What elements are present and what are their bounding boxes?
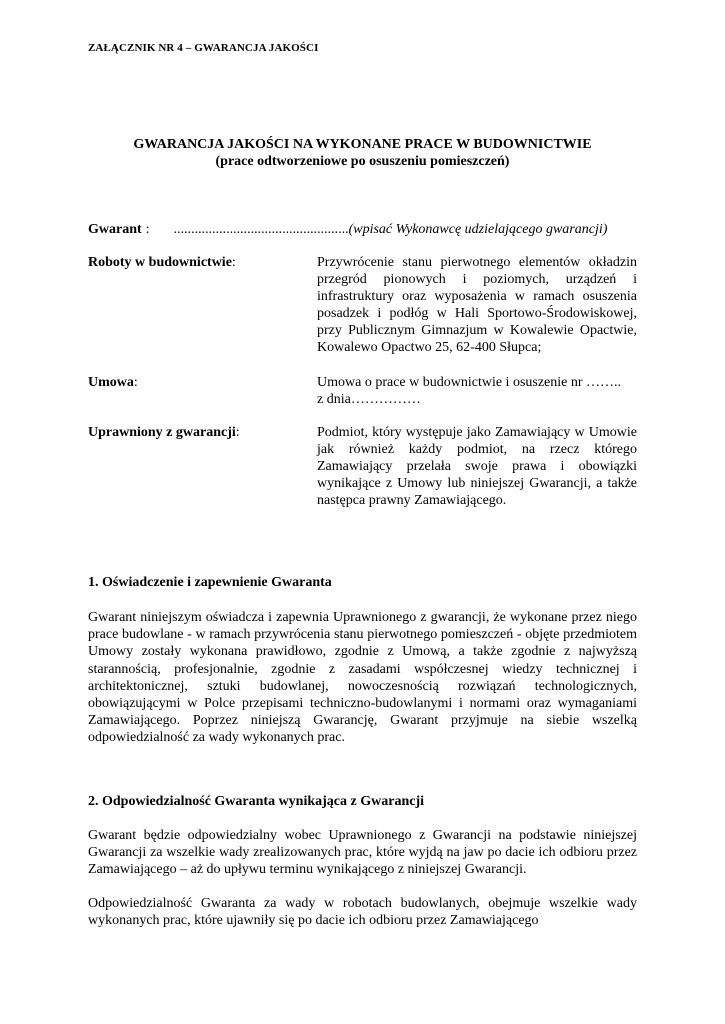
document-header: ZAŁĄCZNIK NR 4 – GWARANCJA JAKOŚCI (88, 42, 319, 54)
umowa-value-line1: Umowa o prace w budownictwie i osuszenie nr …….. (317, 375, 622, 390)
gwarant-note: (wpisać Wykonawcę udzielającego gwarancji) (348, 222, 608, 237)
uprawniony-colon: : (235, 425, 240, 440)
document-subtitle: (prace odtworzeniowe po osuszeniu pomieszczeń) (215, 154, 510, 169)
section2-paragraph-1: Gwarant będzie odpowiedzialny wobec Uprawnionego z Gwarancji na podstawie niniejszej Gwarancji za wszelkie wady zrealizowanych prac, które wyjdą na jaw po dacie ich odbioru przez Zamawiającego – aż do upływu terminu wynikającego z niniejszej Gwarancji. (88, 828, 637, 878)
roboty-label: Roboty w budownictwie (88, 255, 232, 270)
umowa-value (317, 374, 637, 408)
uprawniony-label: Uprawniony z gwarancji (88, 425, 236, 440)
umowa-colon: : (133, 375, 138, 390)
umowa-label-wrap (88, 374, 138, 391)
section2-title: 2. Odpowiedzialność Gwaranta wynikająca z Gwarancji (88, 794, 424, 809)
uprawniony-value: Podmiot, który występuje jako Zamawiający w Umowie jak również każdy podmiot, na rzecz którego Zamawiający przelała swoje prawa i obowiązki wynikające z Umowy lub niniejszej Gwarancji, a także następca prawny Zamawiającego. (317, 425, 637, 508)
roboty-label-wrap (88, 254, 236, 271)
section2-paragraph-2: Odpowiedzialność Gwaranta za wady w robotach budowlanych, obejmuje wszelkie wady wykonanych prac, które ujawniły się po dacie ich odbioru przez Zamawiającego (88, 896, 637, 929)
uprawniony-label-wrap (88, 424, 240, 441)
document-title: GWARANCJA JAKOŚCI NA WYKONANE PRACE W BUDOWNICTWIE (133, 137, 592, 152)
gwarant-label: Gwarant (88, 222, 142, 237)
gwarant-fill-dots: .................................................. (173, 222, 349, 237)
umowa-value-line2: z dnia…………… (317, 392, 421, 407)
section1-paragraph: Gwarant niniejszym oświadcza i zapewnia Uprawnionego z gwarancji, że wykonane przez niego prace budowlane - w ramach przywrócenia stanu pierwotnego pomieszczeń - objęte przedmiotem Umowy zostały wykonana prawidłowo, zgodnie z Umową, a także zgodnie z najwyższą starannością, profesjonalnie, zgodnie z zasadami współczesnej wiedzy technicznej i architektonicznej, sztuki budowlanej, nowoczesnością rozwiązań technologicznych, obowiązującymi w Polce przepisami techniczno-budowlanymi i normami oraz wymaganiami Zamawiającego. Poprzez niniejszą Gwarancję, Gwarant przyjmuje na siebie wszelką odpowiedzialność za wady wykonanych prac. (88, 610, 637, 746)
gwarant-colon: : (145, 222, 150, 237)
gwarant-row (88, 221, 607, 238)
umowa-label: Umowa (88, 375, 134, 390)
section1-title: 1. Oświadczenie i zapewnienie Gwaranta (88, 575, 332, 590)
roboty-colon: : (231, 255, 236, 270)
roboty-value: Przywrócenie stanu pierwotnego elementów okładzin przegród pionowych i poziomych, urządzeń i infrastruktury oraz wyposażenia w ramach osuszenia posadzek i podłóg w Hali Sportowo-Środowiskowej, przy Publicznym Gimnazjum w Kowalewie Opactwie, Kowalewo Opactwo 25, 62-400 Słupca; (317, 255, 637, 355)
